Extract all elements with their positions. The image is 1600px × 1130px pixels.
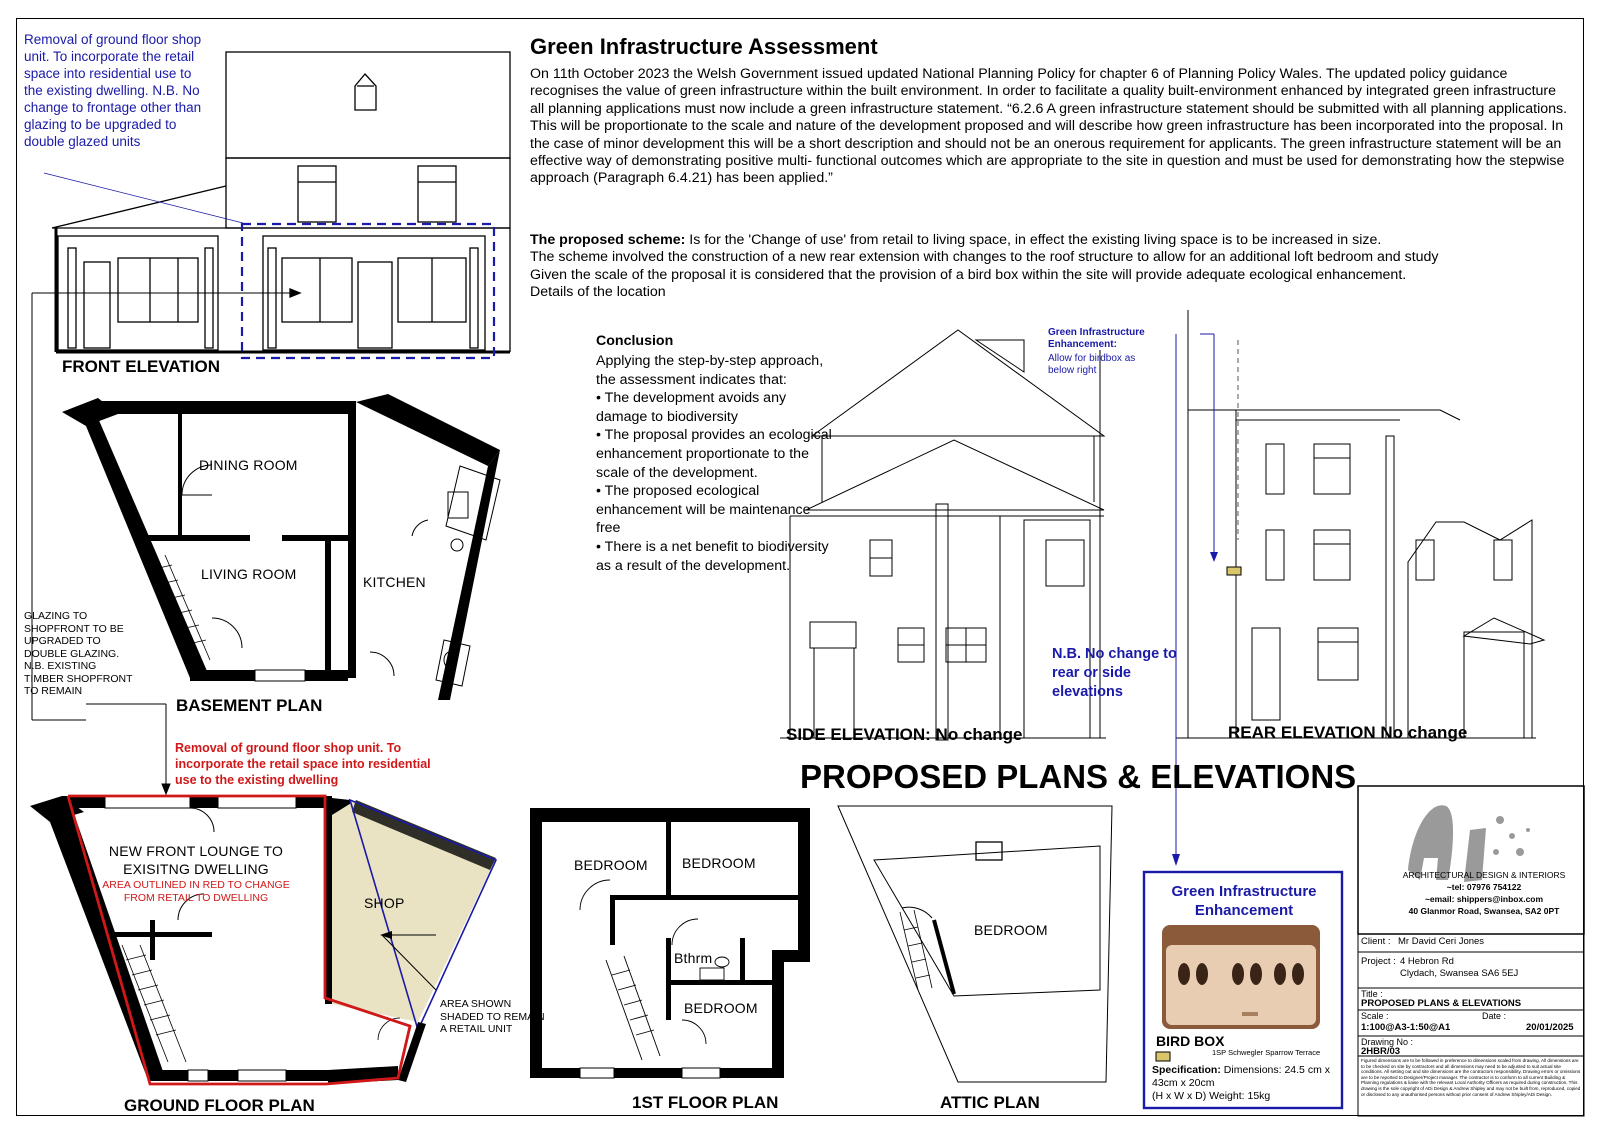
gi-enhancement-text: Allow for birdbox as below right bbox=[1048, 353, 1136, 376]
first-floor-plan-label: 1ST FLOOR PLAN bbox=[632, 1093, 779, 1112]
bird-box-image bbox=[1162, 925, 1320, 1029]
attic-plan-label: ATTIC PLAN bbox=[940, 1093, 1040, 1112]
birdbox-heading: Green Infrastructure Enhancement bbox=[1171, 883, 1317, 919]
spec-label: Specification: bbox=[1152, 1064, 1221, 1076]
ground-floor-plan-drawing bbox=[30, 796, 496, 1084]
room-bedroom-1: BEDROOM bbox=[574, 857, 648, 873]
title-label: Title : bbox=[1361, 989, 1383, 999]
first-floor-plan-drawing bbox=[530, 808, 810, 1078]
room-attic-bedroom: BEDROOM bbox=[974, 922, 1048, 938]
gi-enhancement-label: Green Infrastructure Enhancement: bbox=[1048, 327, 1145, 350]
basement-plan-label: BASEMENT PLAN bbox=[176, 696, 323, 715]
red-removal-note: Removal of ground floor shop unit. To incorporate the retail space into residential use to the existing dwelling bbox=[175, 741, 431, 787]
no-change-note: N.B. No change to rear or side elevations bbox=[1052, 646, 1177, 700]
client-value: Mr David Ceri Jones bbox=[1398, 936, 1485, 947]
area-outlined-red-note: AREA OUTLINED IN RED TO CHANGE FROM RETAIL TO DWELLING bbox=[102, 879, 290, 904]
proposed-scheme-paragraph bbox=[530, 232, 1570, 302]
drawing-no-label: Drawing No : bbox=[1361, 1037, 1414, 1047]
project-label: Project : bbox=[1361, 956, 1396, 967]
scale-value: 1:100@A3-1:50@A1 bbox=[1361, 1022, 1451, 1033]
rear-elevation-label: REAR ELEVATION No change bbox=[1228, 723, 1468, 742]
glazing-note: GLAZING TO SHOPFRONT TO BE UPGRADED TO DOUBLE GLAZING. N.B. EXISTING TIMBER SHOPFRONT TO REMAIN bbox=[24, 610, 133, 697]
disclaimer-text: Figured dimensions are to be followed in preference to dimensions scaled from drawing. All dimensions are to be checked on site by contractors and all dimensions may need to be adjusted to suit actual site conditions. All setting out and site dimensions are the contractors responsibility. Drawing errors or omissions are to be reported to Designer/Project manager. The contractor is to conform to all current Building & Planning regulations & liaise with the relevant Local Authority Officers as required during construction. This drawing is the sole copyright of ADi Design & Andrew Shipley and may not be built from, reproduced, copied or disclosed to any unauthorised persons without prior consent of Andrew Shipley/ADi Design. bbox=[1361, 1058, 1581, 1097]
logo-text: ADi bbox=[1450, 790, 1463, 799]
room-bedroom-2: BEDROOM bbox=[682, 855, 756, 871]
room-bedroom-3: BEDROOM bbox=[684, 1000, 758, 1016]
company-tel: ~tel: 07976 754122 bbox=[1446, 882, 1522, 892]
project-value: 4 Hebron Rd Clydach, Swansea SA6 5EJ bbox=[1400, 956, 1519, 979]
date-label: Date : bbox=[1482, 1011, 1507, 1021]
client-label: Client : bbox=[1361, 936, 1391, 947]
room-kitchen: KITCHEN bbox=[363, 574, 426, 590]
company-email: ~email: shippers@inbox.com bbox=[1424, 894, 1544, 904]
room-new-front-lounge: NEW FRONT LOUNGE TO EXISITNG DWELLING bbox=[108, 843, 284, 877]
main-title: PROPOSED PLANS & ELEVATIONS bbox=[800, 758, 1357, 795]
assessment-intro: On 11th October 2023 the Welsh Government issued updated National Planning Policy for chapter 6 of Planning Policy Wales. The updated policy guidance recognises the value of green infrastructure within the built environment. In order to facilitate a quality built-environment enhanced by integrated green infrastructure all planning applications must now include a green infrastructure statement. “6.2.6 A green infrastructure statement should be submitted with all planning applications. This will be proportionate to the scale and nature of the development proposed and will describe how green infrastructure has been incorporated into the proposal. In the case of minor development this will be a short description and should not be an onerous requirement for applicants. The green infrastructure statement will be an effective way of demonstrating positive multi- functional outcomes which are appropriate to the site in question and must be used for demonstrating how the stepwise approach (Paragraph 6.4.21) has been applied.” bbox=[530, 66, 1568, 187]
scale-label: Scale : bbox=[1361, 1011, 1389, 1021]
room-shop: SHOP bbox=[364, 895, 405, 911]
room-bathroom: Bthrm bbox=[674, 950, 713, 966]
front-elevation-label: FRONT ELEVATION bbox=[62, 357, 221, 376]
scheme-text: Is for the 'Change of use' from retail to living space, in effect the existing living space is to be increased in size. The scheme involved the construction of a new rear extension with changes to the roof structure to allow for an additional loft bedroom and study Given the scale of the proposal it is considered that the provision of a bird box within the site will provide adequate ecological enhancement. Details of the location bbox=[530, 232, 1439, 301]
room-living: LIVING ROOM bbox=[201, 566, 297, 582]
date-value: 20/01/2025 bbox=[1526, 1022, 1574, 1033]
attic-plan-drawing bbox=[838, 806, 1112, 1082]
assessment-title: Green Infrastructure Assessment bbox=[530, 34, 878, 59]
side-elevation-label: SIDE ELEVATION: No change bbox=[786, 725, 1023, 744]
room-dining: DINING ROOM bbox=[199, 457, 298, 473]
birdbox-name: BIRD BOX bbox=[1156, 1033, 1225, 1049]
ground-floor-plan-label: GROUND FLOOR PLAN bbox=[124, 1096, 315, 1115]
area-shaded-note: AREA SHOWN SHADED TO REMAIN A RETAIL UNIT bbox=[440, 998, 545, 1035]
title-value: PROPOSED PLANS & ELEVATIONS bbox=[1361, 998, 1522, 1009]
spec-text: Dimensions: 24.5 cm x 43cm x 20cm (H x W x D) Weight: 15kg bbox=[1152, 1064, 1330, 1102]
shop-removal-note: Removal of ground floor shop unit. To incorporate the retail space into residential use to the existing dwelling. N.B. No change to frontage other than glazing to be upgraded to double glazed units bbox=[24, 32, 202, 149]
birdbox-specification bbox=[1152, 1064, 1338, 1103]
conclusion-text: Applying the step-by-step approach, the assessment indicates that: • The development avoids any damage to biodiversity • The proposal provides an ecological enhancement proportionate to the scale of the development. • The proposed ecological enhancement will be maintenance free • There is a net benefit to biodiversity as a result of the development. bbox=[596, 353, 832, 574]
birdbox-model: 1SP Schwegler Sparrow Terrace bbox=[1212, 1048, 1321, 1057]
conclusion-title: Conclusion bbox=[596, 333, 674, 349]
company-address: 40 Glanmor Road, Swansea, SA2 0PT bbox=[1408, 906, 1560, 916]
drawing-no-value: 2HBR/03 bbox=[1361, 1046, 1401, 1057]
scheme-label: The proposed scheme: bbox=[530, 232, 686, 248]
company-name: ARCHITECTURAL DESIGN & INTERIORS bbox=[1402, 870, 1566, 880]
